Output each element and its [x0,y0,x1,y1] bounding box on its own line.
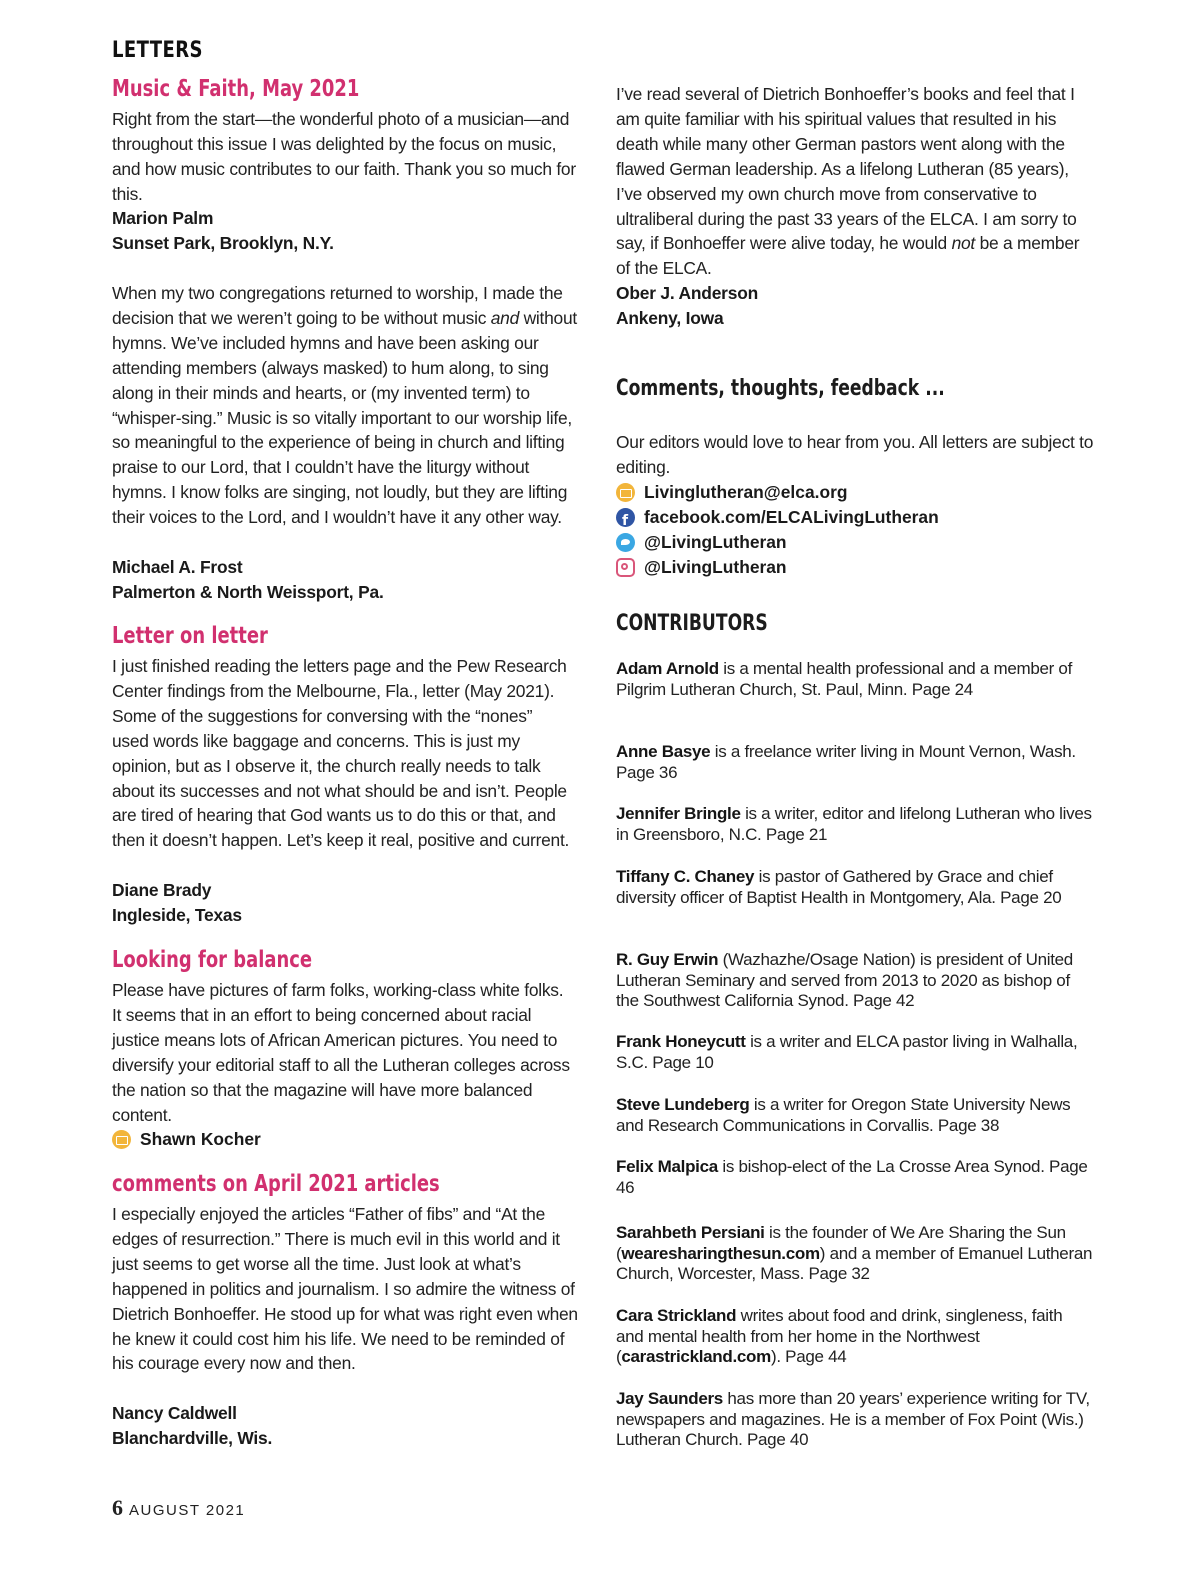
letter-body: I especially enjoyed the articles “Father of fibs” and “At the edges of resurrection.” There is much evil in this world and it just seems to get worse all the time. Just look at what’s happened in politics and journalism. I so admire the witness of Dietrich Bonhoeffer. He stood up for what was right even when he knew it could cost him his life. We need to be reminded of his courage every now and then. [112,1204,578,1374]
letter-author: Nancy Caldwell [112,1403,237,1423]
contributor-website-link[interactable]: wearesharingthesun.com [621,1243,820,1263]
letter-location: Ankeny, Iowa [616,308,724,328]
twitter-icon [616,533,635,552]
instagram-handle[interactable]: @LivingLutheran [644,557,787,577]
contributor-website-link[interactable]: carastrickland.com [621,1347,771,1367]
contributor-entry: Tiffany C. Chaney is pastor of Gathered by Grace and chief diversity officer of Baptist Health in Montgomery, Ala. Page 20 [616,867,1062,907]
twitter-handle[interactable]: @LivingLutheran [644,532,787,552]
contributor-entry: Jay Saunders has more than 20 years’ experience writing for TV, newspapers and magazines. He is a member of Fox Point (Wis.) Lutheran Church. Page 40 [616,1389,1090,1450]
feedback-heading: Comments, thoughts, feedback ... [616,376,945,401]
twitter-link[interactable] [616,530,787,555]
contributors-heading: CONTRIBUTORS [616,611,768,636]
letter-author: Michael A. Frost [112,557,243,577]
letter-heading-looking-for-balance: Looking for balance [112,947,313,973]
letter-author: Diane Brady [112,880,212,900]
emphasis: and [490,307,520,328]
emphasis: not [951,233,975,254]
page-footer [112,1495,245,1521]
letter-author-email[interactable] [112,1127,261,1152]
letter-body: When my two congregations returned to worship, I made the decision that we weren’t going to be without music and without hymns. We’ve included hymns and have been asking our attending members (always masked) to hum along, to sing along in their minds and hearts, or (my invented term) to “whisper-sing.” Music is so vitally important to our worship life, so meaningful to the experience of being in church and lifting praise to our Lord, that I couldn’t have the liturgy without hymns. I know folks are singing, not loudly, but they are lifting their voices to the Lord, and I wouldn’t have it any other way. [112,283,577,528]
letter-author: Marion Palm [112,208,214,228]
contributor-entry: Frank Honeycutt is a writer and ELCA pastor living in Walhalla, S.C. Page 10 [616,1032,1078,1072]
contributor-entry: Anne Basye is a freelance writer living in Mount Vernon, Wash. Page 36 [616,742,1076,782]
letter-body: Right from the start—the wonderful photo of a musician—and throughout this issue I was delighted by the focus on music, and how music contributes to our faith. Thank you so much for this. [112,109,576,204]
page-number: 6 [112,1495,123,1520]
contributor-entry: Jennifer Bringle is a writer, editor and lifelong Lutheran who lives in Greensboro, N.C. Page 21 [616,804,1092,844]
letter-location: Blanchardville, Wis. [112,1428,273,1448]
feedback-intro: Our editors would love to hear from you. All letters are subject to editing. [616,432,1094,477]
contributor-entry: Steve Lundeberg is a writer for Oregon State University News and Research Communications in Corvallis. Page 38 [616,1095,1071,1135]
facebook-link[interactable] [616,505,939,530]
letter-location: Ingleside, Texas [112,905,242,925]
issue-date: AUGUST 2021 [129,1502,246,1519]
letter-heading-letter-on-letter: Letter on letter [112,623,268,649]
letter-body: I’ve read several of Dietrich Bonhoeffer’s books and feel that I am quite familiar with his spiritual values that resulted in his death while many other German pastors went along with the flawed German leadership. As a lifelong Lutheran (85 years), I’ve observed my own church move from conservative to ultraliberal during the past 33 years of the ELCA. I am sorry to say, if Bonhoeffer were alive today, he would not be a member of the ELCA. [616,84,1080,279]
email-address[interactable]: Livinglutheran@elca.org [644,482,848,502]
letter-heading-music-faith: Music & Faith, May 2021 [112,76,360,102]
contributor-entry: Cara Strickland writes about food and drink, singleness, faith and mental health from her home in the Northwest (carastrickland.com). Page 44 [616,1306,1063,1367]
letter-heading-april-articles: comments on April 2021 articles [112,1171,440,1197]
letter-author: Ober J. Anderson [616,283,759,303]
letter-location: Sunset Park, Brooklyn, N.Y. [112,233,334,253]
facebook-icon [616,508,635,527]
section-label: LETTERS [112,38,203,63]
email-icon [112,1130,131,1149]
letter-author: Shawn Kocher [140,1129,261,1149]
instagram-link[interactable] [616,555,787,580]
contributor-entry: Adam Arnold is a mental health professional and a member of Pilgrim Lutheran Church, St. Paul, Minn. Page 24 [616,659,1073,699]
facebook-url[interactable]: facebook.com/ELCALivingLutheran [644,507,939,527]
contributor-entry: R. Guy Erwin (Wazhazhe/Osage Nation) is president of United Lutheran Seminary and served from 2013 to 2020 as bishop of the Southwest California Synod. Page 42 [616,950,1073,1011]
letter-location: Palmerton & North Weissport, Pa. [112,582,384,602]
letter-body: I just finished reading the letters page and the Pew Research Center findings from the Melbourne, Fla., letter (May 2021). Some of the suggestions for conversing with the “nones” used words like baggage and concerns. This is just my opinion, but as I observe it, the church really needs to talk about its successes and not what should be and isn’t. People are tired of hearing that God wants us to do this or that, and then it doesn’t happen. Let’s keep it real, positive and current. [112,656,570,851]
email-icon [616,483,635,502]
email-link[interactable] [616,480,847,505]
instagram-icon [616,558,635,577]
contributor-entry: Sarahbeth Persiani is the founder of We Are Sharing the Sun (wearesharingthesun.com) and a member of Emanuel Lutheran Church, Worcester, Mass. Page 32 [616,1223,1093,1284]
contributor-entry: Felix Malpica is bishop-elect of the La Crosse Area Synod. Page 46 [616,1157,1088,1197]
letter-body: Please have pictures of farm folks, working-class white folks. It seems that in an effort to being concerned about racial justice means lots of African American pictures. You need to diversify your editorial staff to all the Lutheran colleges across the nation so that the magazine will have more balanced content. [112,980,570,1125]
